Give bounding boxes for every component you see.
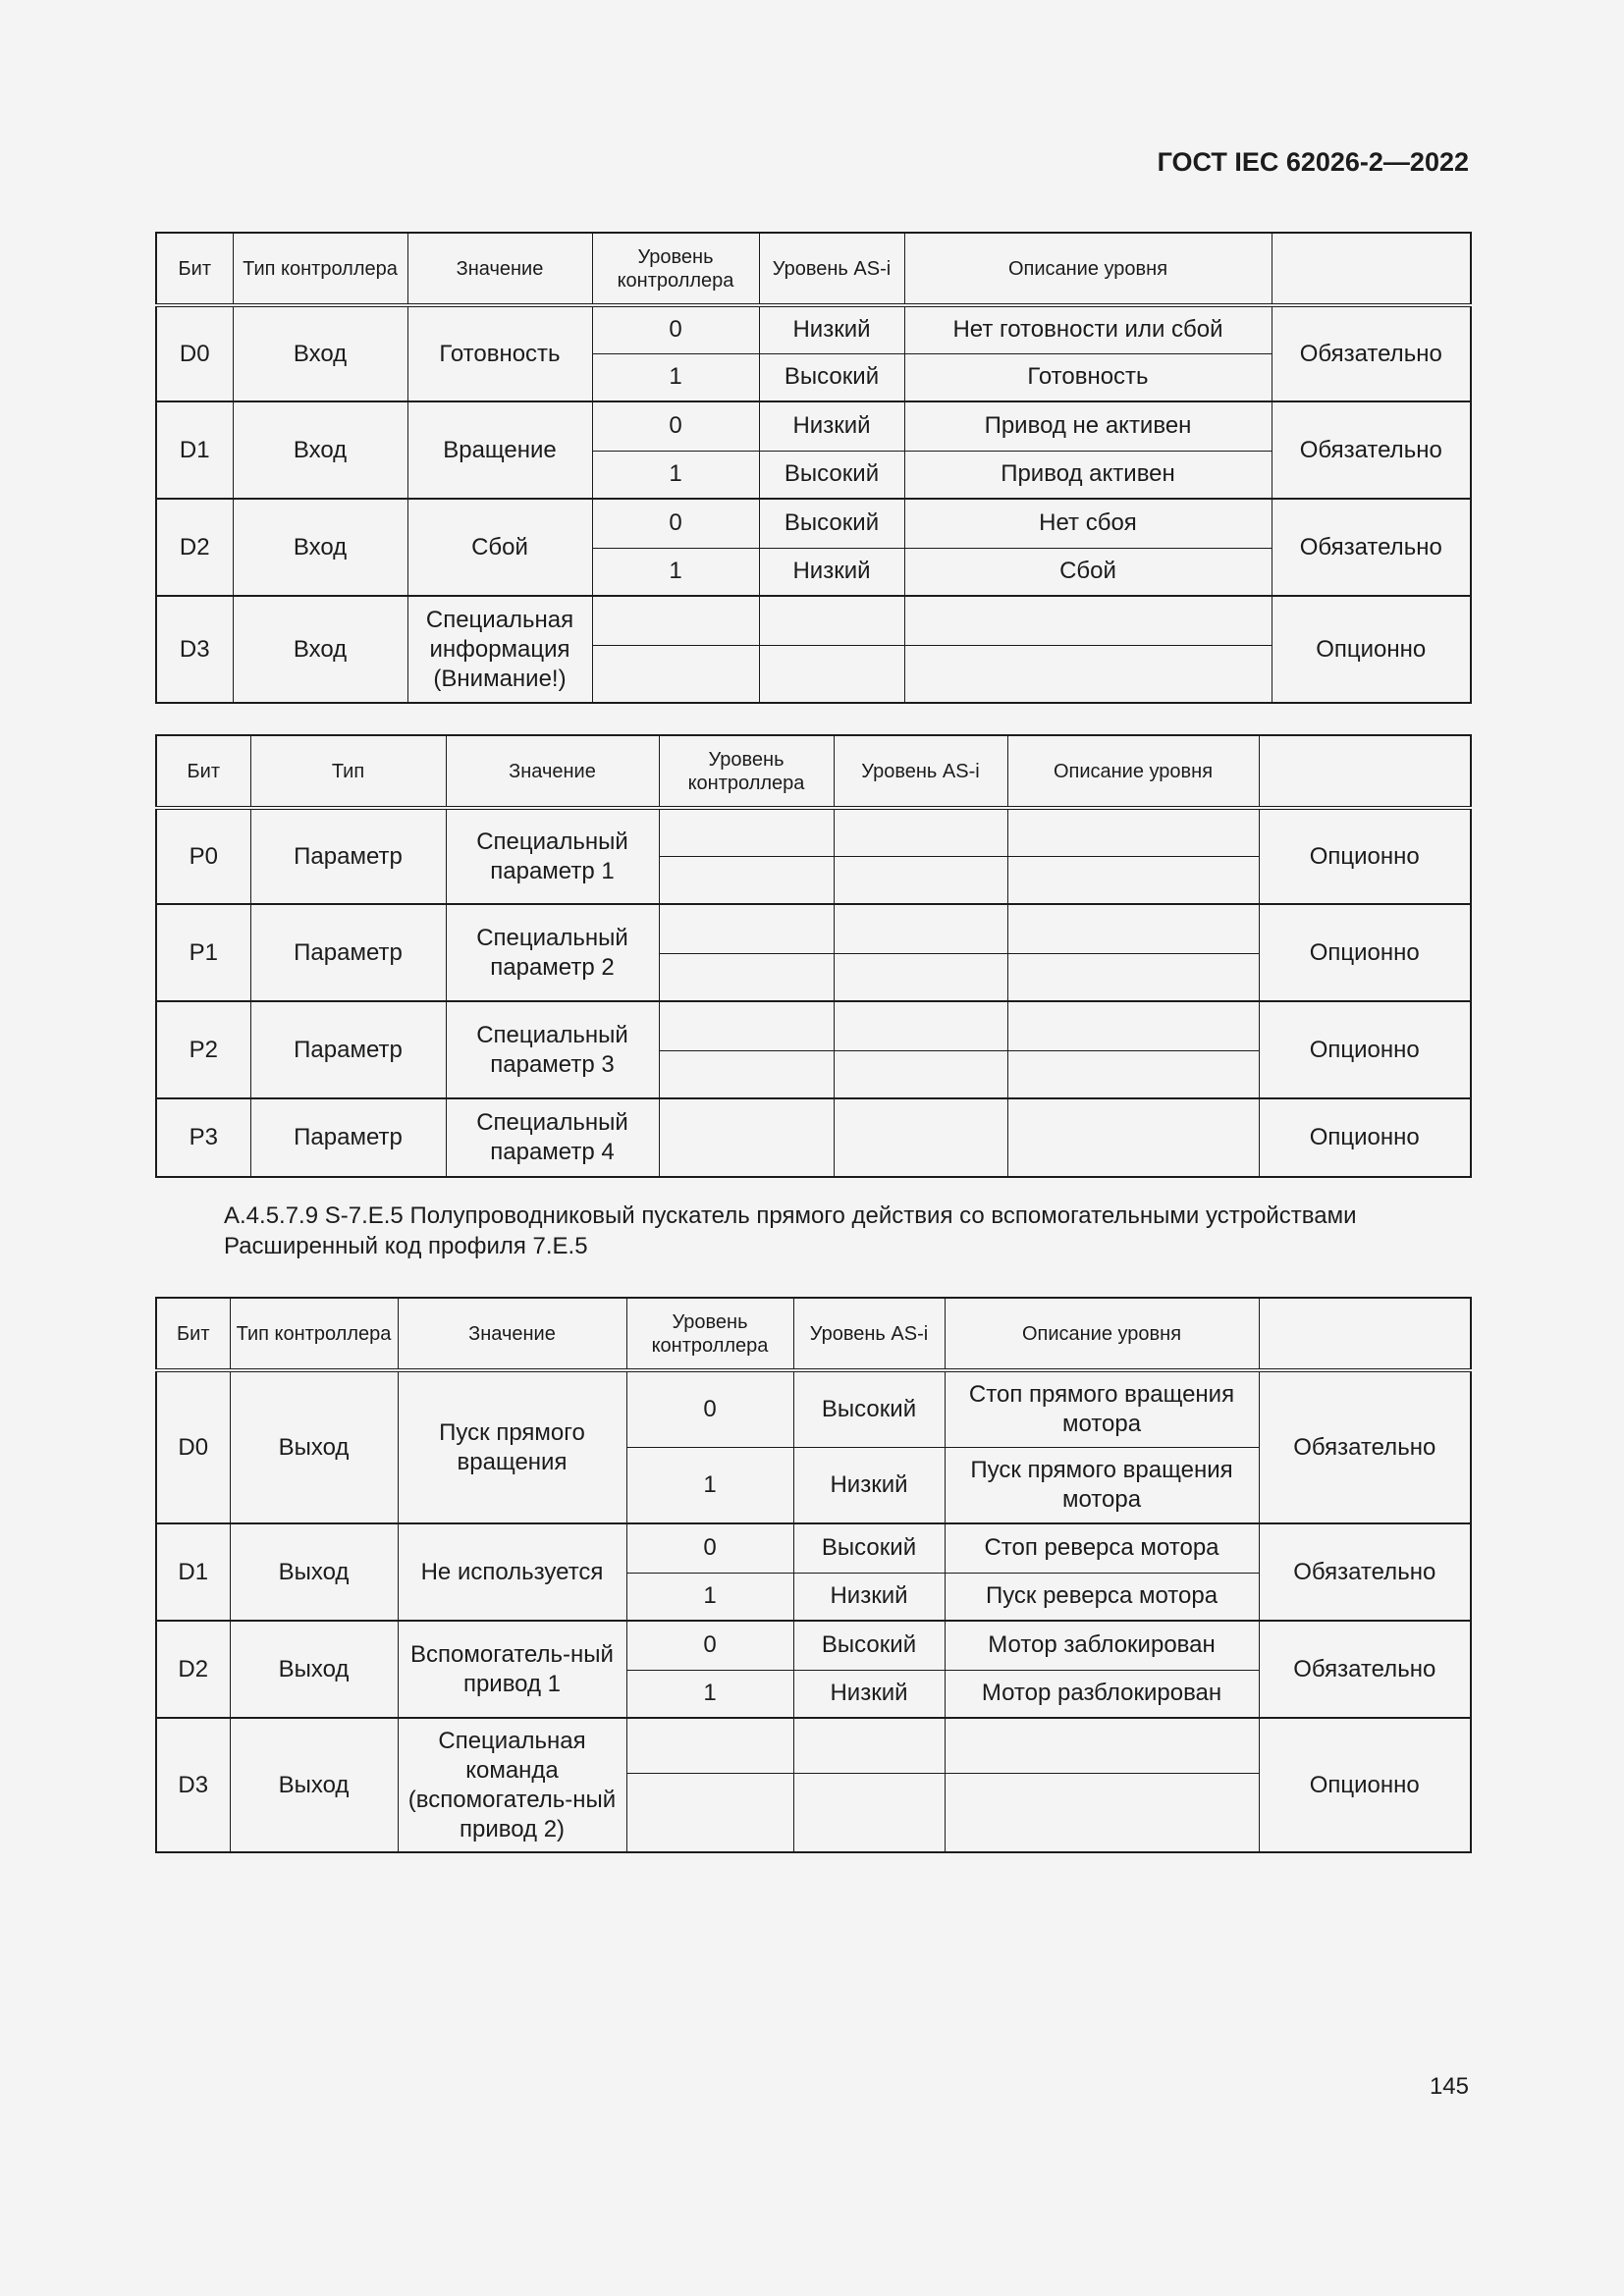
asi-level-cell: Низкий — [759, 401, 904, 451]
column-header-controller-level: Уровень контроллера — [659, 735, 834, 808]
type-cell: Выход — [230, 1621, 398, 1718]
page-number: 145 — [1429, 2073, 1469, 2100]
asi-level-cell: Высокий — [793, 1621, 945, 1670]
section-caption — [224, 1201, 1471, 1261]
column-header-meaning: Значение — [446, 735, 659, 808]
column-header-meaning: Значение — [407, 233, 592, 305]
asi-level-cell — [759, 645, 904, 703]
meaning-cell: Сбой — [407, 499, 592, 596]
table-row — [156, 1370, 1471, 1447]
type-cell: Параметр — [250, 904, 446, 1001]
bit-cell: D2 — [156, 499, 233, 596]
column-header-asi-level: Уровень AS-i — [793, 1298, 945, 1370]
table-row — [156, 1001, 1471, 1050]
column-header-level-description: Описание уровня — [904, 233, 1272, 305]
column-header-bit: Бит — [156, 735, 250, 808]
controller-level-cell — [592, 645, 759, 703]
asi-level-cell: Низкий — [759, 305, 904, 353]
type-cell: Параметр — [250, 808, 446, 904]
column-header-controller-type: Тип контроллера — [230, 1298, 398, 1370]
table-row — [156, 596, 1471, 645]
controller-level-cell — [659, 953, 834, 1001]
controller-level-cell — [659, 856, 834, 904]
bit-cell: D2 — [156, 1621, 230, 1718]
controller-level-cell: 1 — [626, 1670, 793, 1718]
level-description-cell — [1007, 1050, 1259, 1098]
meaning-cell: Специальная команда (вспомогатель-ный привод 2) — [398, 1718, 626, 1852]
controller-level-cell: 1 — [626, 1447, 793, 1523]
requirement-cell: Опционно — [1259, 1718, 1471, 1852]
bit-cell: D1 — [156, 401, 233, 499]
controller-level-cell — [659, 808, 834, 856]
section-title: А.4.5.7.9 S-7.E.5 Полупроводниковый пускатель прямого действия со вспомогательными устройствами — [224, 1202, 1357, 1229]
column-header-level-description: Описание уровня — [945, 1298, 1259, 1370]
level-description-cell — [904, 645, 1272, 703]
level-description-cell: Привод не активен — [904, 401, 1272, 451]
level-description-cell: Привод активен — [904, 451, 1272, 499]
asi-level-cell: Низкий — [759, 548, 904, 596]
asi-level-cell: Высокий — [759, 353, 904, 401]
column-header-asi-level: Уровень AS-i — [759, 233, 904, 305]
bit-cell: D3 — [156, 596, 233, 703]
asi-level-cell — [834, 1098, 1007, 1177]
level-description-cell — [945, 1773, 1259, 1852]
controller-level-cell — [626, 1718, 793, 1773]
controller-level-cell — [626, 1773, 793, 1852]
requirement-cell: Опционно — [1259, 808, 1471, 904]
controller-level-cell — [659, 1050, 834, 1098]
level-description-cell — [1007, 856, 1259, 904]
type-cell: Вход — [233, 499, 407, 596]
requirement-cell: Опционно — [1259, 1001, 1471, 1098]
level-description-cell: Нет готовности или сбой — [904, 305, 1272, 353]
controller-level-cell: 0 — [626, 1370, 793, 1447]
controller-level-cell — [592, 596, 759, 645]
type-cell: Вход — [233, 305, 407, 401]
controller-level-cell: 1 — [592, 353, 759, 401]
table-row — [156, 1718, 1471, 1773]
type-cell: Выход — [230, 1523, 398, 1621]
asi-level-cell: Высокий — [759, 499, 904, 548]
asi-level-cell: Низкий — [793, 1670, 945, 1718]
meaning-cell: Специальная информация (Внимание!) — [407, 596, 592, 703]
controller-level-cell — [659, 1001, 834, 1050]
meaning-cell: Готовность — [407, 305, 592, 401]
meaning-cell: Вспомогатель-ный привод 1 — [398, 1621, 626, 1718]
meaning-cell: Не используется — [398, 1523, 626, 1621]
controller-level-cell: 1 — [592, 548, 759, 596]
bit-cell: D0 — [156, 1370, 230, 1523]
type-cell: Параметр — [250, 1098, 446, 1177]
table-row — [156, 1621, 1471, 1670]
asi-level-cell — [834, 953, 1007, 1001]
controller-level-cell: 1 — [592, 451, 759, 499]
table-bits-outputs — [155, 1297, 1472, 1853]
asi-level-cell: Низкий — [793, 1573, 945, 1621]
asi-level-cell — [793, 1773, 945, 1852]
table-row — [156, 1098, 1471, 1177]
level-description-cell — [1007, 1098, 1259, 1177]
controller-level-cell: 0 — [592, 305, 759, 353]
bit-cell: P1 — [156, 904, 250, 1001]
requirement-cell: Обязательно — [1259, 1523, 1471, 1621]
type-cell: Выход — [230, 1718, 398, 1852]
table-row — [156, 904, 1471, 953]
column-header-controller-level: Уровень контроллера — [592, 233, 759, 305]
requirement-cell: Обязательно — [1259, 1621, 1471, 1718]
table-row — [156, 401, 1471, 451]
type-cell: Параметр — [250, 1001, 446, 1098]
asi-level-cell: Высокий — [759, 451, 904, 499]
column-header-requirement — [1259, 735, 1471, 808]
asi-level-cell — [759, 596, 904, 645]
bit-cell: D3 — [156, 1718, 230, 1852]
level-description-cell: Готовность — [904, 353, 1272, 401]
requirement-cell: Обязательно — [1259, 1370, 1471, 1523]
meaning-cell: Специальный параметр 1 — [446, 808, 659, 904]
meaning-cell: Вращение — [407, 401, 592, 499]
column-header-bit: Бит — [156, 1298, 230, 1370]
level-description-cell: Мотор заблокирован — [945, 1621, 1259, 1670]
asi-level-cell — [834, 1001, 1007, 1050]
bit-cell: D1 — [156, 1523, 230, 1621]
level-description-cell: Пуск реверса мотора — [945, 1573, 1259, 1621]
column-header-requirement — [1272, 233, 1471, 305]
controller-level-cell: 0 — [626, 1523, 793, 1573]
level-description-cell: Пуск прямого вращения мотора — [945, 1447, 1259, 1523]
type-cell: Вход — [233, 596, 407, 703]
level-description-cell — [904, 596, 1272, 645]
requirement-cell: Опционно — [1259, 904, 1471, 1001]
column-header-requirement — [1259, 1298, 1471, 1370]
column-header-controller-level: Уровень контроллера — [626, 1298, 793, 1370]
level-description-cell — [1007, 1001, 1259, 1050]
table-row — [156, 499, 1471, 548]
document-header: ГОСТ IEC 62026-2—2022 — [1157, 147, 1469, 177]
controller-level-cell: 1 — [626, 1573, 793, 1621]
asi-level-cell — [834, 904, 1007, 953]
table-row — [156, 1523, 1471, 1573]
bit-cell: P3 — [156, 1098, 250, 1177]
meaning-cell: Пуск прямого вращения — [398, 1370, 626, 1523]
controller-level-cell — [659, 1098, 834, 1177]
profile-code: Расширенный код профиля 7.E.5 — [224, 1233, 588, 1259]
requirement-cell: Обязательно — [1272, 401, 1471, 499]
level-description-cell: Стоп прямого вращения мотора — [945, 1370, 1259, 1447]
meaning-cell: Специальный параметр 3 — [446, 1001, 659, 1098]
column-header-meaning: Значение — [398, 1298, 626, 1370]
column-header-asi-level: Уровень AS-i — [834, 735, 1007, 808]
asi-level-cell — [834, 808, 1007, 856]
table-row — [156, 305, 1471, 353]
requirement-cell: Опционно — [1259, 1098, 1471, 1177]
level-description-cell — [1007, 953, 1259, 1001]
controller-level-cell — [659, 904, 834, 953]
controller-level-cell: 0 — [592, 499, 759, 548]
type-cell: Вход — [233, 401, 407, 499]
requirement-cell: Обязательно — [1272, 499, 1471, 596]
table-row — [156, 808, 1471, 856]
asi-level-cell: Низкий — [793, 1447, 945, 1523]
meaning-cell: Специальный параметр 4 — [446, 1098, 659, 1177]
requirement-cell: Обязательно — [1272, 305, 1471, 401]
type-cell: Выход — [230, 1370, 398, 1523]
controller-level-cell: 0 — [592, 401, 759, 451]
asi-level-cell — [834, 1050, 1007, 1098]
bit-cell: P2 — [156, 1001, 250, 1098]
level-description-cell: Нет сбоя — [904, 499, 1272, 548]
asi-level-cell: Высокий — [793, 1523, 945, 1573]
column-header-type: Тип — [250, 735, 446, 808]
table-bits-inputs — [155, 232, 1472, 704]
column-header-controller-type: Тип контроллера — [233, 233, 407, 305]
level-description-cell: Стоп реверса мотора — [945, 1523, 1259, 1573]
requirement-cell: Опционно — [1272, 596, 1471, 703]
asi-level-cell — [793, 1718, 945, 1773]
level-description-cell: Сбой — [904, 548, 1272, 596]
table-parameters — [155, 734, 1472, 1178]
level-description-cell — [945, 1718, 1259, 1773]
controller-level-cell: 0 — [626, 1621, 793, 1670]
level-description-cell — [1007, 904, 1259, 953]
bit-cell: P0 — [156, 808, 250, 904]
asi-level-cell — [834, 856, 1007, 904]
column-header-level-description: Описание уровня — [1007, 735, 1259, 808]
level-description-cell — [1007, 808, 1259, 856]
bit-cell: D0 — [156, 305, 233, 401]
asi-level-cell: Высокий — [793, 1370, 945, 1447]
level-description-cell: Мотор разблокирован — [945, 1670, 1259, 1718]
column-header-bit: Бит — [156, 233, 233, 305]
meaning-cell: Специальный параметр 2 — [446, 904, 659, 1001]
